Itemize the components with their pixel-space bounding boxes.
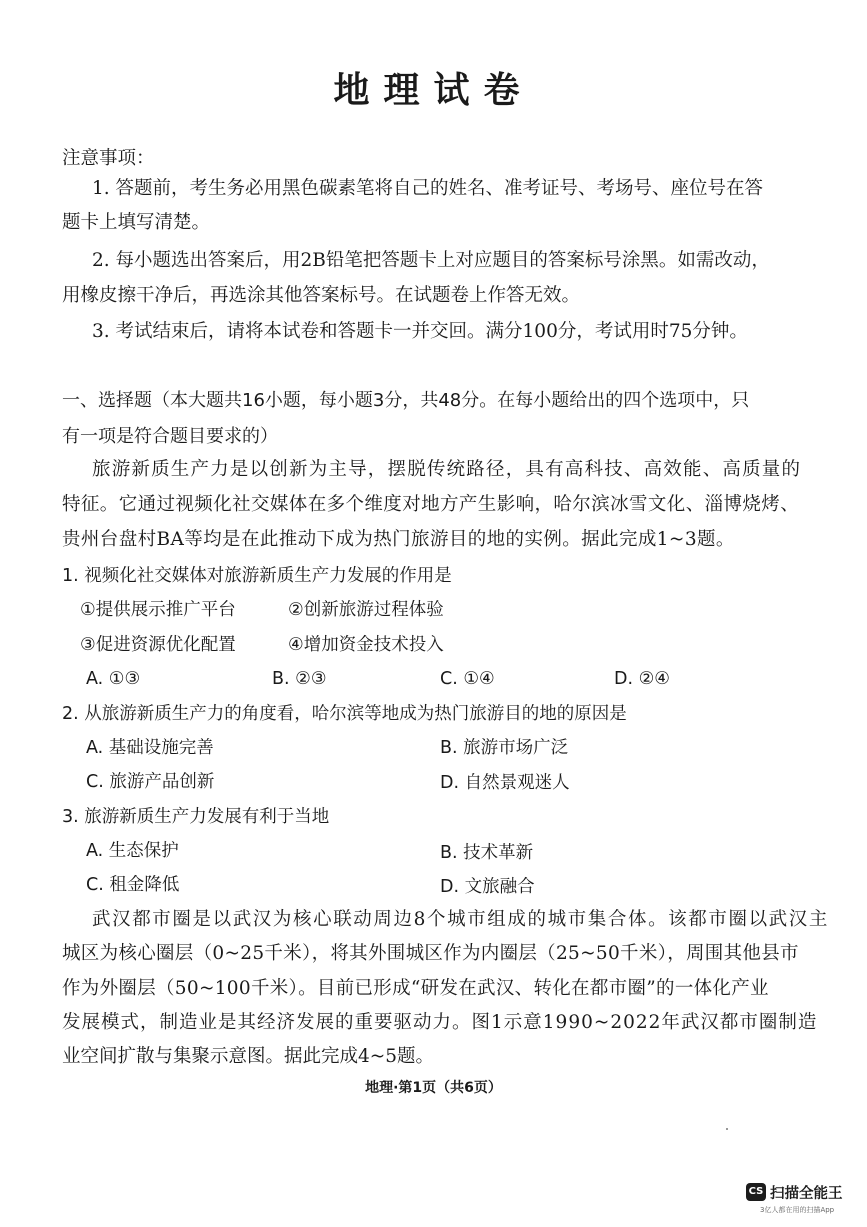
question-3-stem: 3. 旅游新质生产力发展有利于当地 bbox=[62, 807, 330, 827]
question-2-option-b: B. 旅游市场广泛 bbox=[440, 738, 569, 758]
question-2-option-d: D. 自然景观迷人 bbox=[440, 773, 570, 793]
page-footer: 地理·第1页（共6页） bbox=[365, 1080, 502, 1096]
passage-1-line: 旅游新质生产力是以创新为主导，摆脱传统路径，具有高科技、高效能、高质量的 bbox=[92, 459, 802, 480]
question-2-option-a: A. 基础设施完善 bbox=[86, 738, 214, 758]
question-1-stem: 1. 视频化社交媒体对旅游新质生产力发展的作用是 bbox=[62, 566, 452, 586]
notice-heading: 注意事项： bbox=[62, 148, 155, 169]
notice-item-2-cont: 用橡皮擦干净后，再选涂其他答案标号。在试题卷上作答无效。 bbox=[62, 285, 581, 306]
watermark-subtitle: 3亿人都在用的扫描App bbox=[760, 1206, 835, 1214]
question-1-item: ④增加资金技术投入 bbox=[288, 635, 444, 655]
question-1-item: ②创新旅游过程体验 bbox=[288, 600, 444, 620]
question-3-option-d: D. 文旅融合 bbox=[440, 877, 535, 897]
question-1-option-b: B. ②③ bbox=[272, 669, 327, 689]
question-1-item: ③促进资源优化配置 bbox=[80, 635, 236, 655]
question-1-option-c: C. ①④ bbox=[440, 669, 495, 689]
notice-item-1: 1. 答题前，考生务必用黑色碳素笔将自己的姓名、准考证号、考场号、座位号在答 bbox=[92, 178, 764, 199]
section-heading: 一、选择题（本大题共16小题，每小题3分，共48分。在每小题给出的四个选项中，只 bbox=[62, 390, 750, 411]
notice-item-2: 2. 每小题选出答案后，用2B铅笔把答题卡上对应题目的答案标号涂黑。如需改动， bbox=[92, 250, 770, 271]
question-1-item: ①提供展示推广平台 bbox=[80, 600, 236, 620]
passage-2-line: 武汉都市圈是以武汉为核心联动周边8个城市组成的城市集合体。该都市圈以武汉主 bbox=[92, 909, 829, 930]
watermark-name: 扫描全能王 bbox=[770, 1186, 843, 1202]
question-2-option-c: C. 旅游产品创新 bbox=[86, 772, 215, 792]
exam-title: 地理试卷 bbox=[333, 70, 534, 111]
question-1-option-d: D. ②④ bbox=[614, 669, 670, 689]
passage-2-line: 城区为核心圈层（0~25千米），将其外围城区作为内圈层（25~50千米），周围其他县市 bbox=[62, 943, 799, 964]
question-3-option-c: C. 租金降低 bbox=[86, 875, 180, 895]
notice-item-3: 3. 考试结束后，请将本试卷和答题卡一并交回。满分100分，考试用时75分钟。 bbox=[92, 321, 748, 342]
question-1-option-a: A. ①③ bbox=[86, 669, 141, 689]
passage-2-line: 发展模式，制造业是其经济发展的重要驱动力。图1示意1990~2022年武汉都市圈制造 bbox=[62, 1012, 818, 1033]
scanner-watermark bbox=[746, 1181, 854, 1217]
passage-2-line: 作为外圈层（50~100千米）。目前已形成“研发在武汉、转化在都市圈”的一体化产业 bbox=[62, 978, 769, 999]
passage-1-line: 贵州台盘村BA等均是在此推动下成为热门旅游目的地的实例。据此完成1~3题。 bbox=[62, 529, 735, 550]
question-3-option-a: A. 生态保护 bbox=[86, 841, 179, 861]
section-heading-cont: 有一项是符合题目要求的） bbox=[62, 426, 278, 447]
scan-speck bbox=[726, 1128, 728, 1130]
passage-1-line: 特征。它通过视频化社交媒体在多个维度对地方产生影响，哈尔滨冰雪文化、淄博烧烤、 bbox=[62, 494, 800, 515]
question-2-stem: 2. 从旅游新质生产力的角度看，哈尔滨等地成为热门旅游目的地的原因是 bbox=[62, 704, 627, 724]
camscanner-icon: CS bbox=[746, 1183, 766, 1201]
passage-2-line: 业空间扩散与集聚示意图。据此完成4~5题。 bbox=[62, 1046, 435, 1067]
notice-item-1-cont: 题卡上填写清楚。 bbox=[62, 212, 211, 233]
question-3-option-b: B. 技术革新 bbox=[440, 843, 534, 863]
